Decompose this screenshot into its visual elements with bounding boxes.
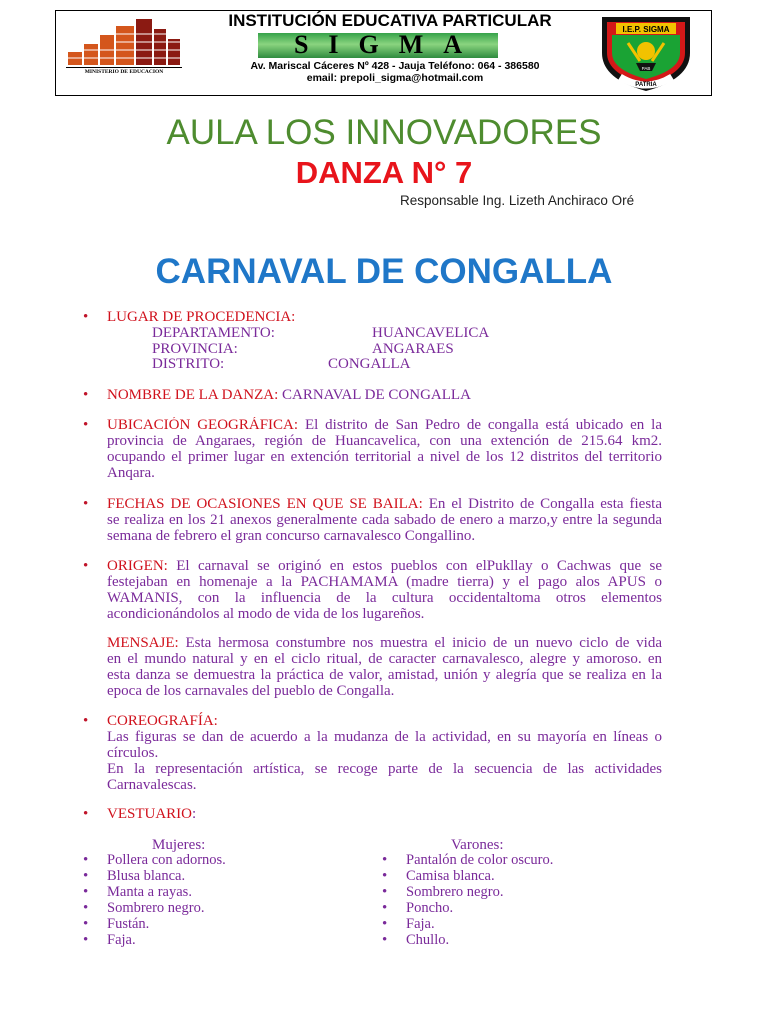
provincia-value: ANGARAES — [372, 341, 454, 357]
mensaje-paragraph — [107, 635, 662, 699]
nombre-label: NOMBRE DE LA DANZA: — [107, 387, 279, 403]
vestuario-heading — [107, 806, 196, 822]
list-item: • Faja. — [382, 916, 435, 932]
school-crest-icon — [598, 13, 694, 93]
ubicacion-paragraph — [107, 417, 662, 481]
mujeres-heading: Mujeres: — [152, 837, 206, 853]
origen-text: El carnaval se originó en estos pueblos con elPukllay o Cachwas que se — [167, 558, 662, 574]
svg-text:I.E.P. SIGMA: I.E.P. SIGMA — [622, 25, 670, 34]
responsible-person: Responsable Ing. Lizeth Anchiraco Oré — [400, 193, 635, 208]
dance-title: CARNAVAL DE CONGALLA — [155, 252, 613, 291]
list-item: • Fustán. — [83, 916, 150, 932]
list-item: • Chullo. — [382, 932, 450, 948]
list-item: • Blusa blanca. — [83, 868, 186, 884]
list-item: • Pantalón de color oscuro. — [382, 852, 554, 868]
fechas-line: se realiza en los 21 anexos generalmente cada sabado de enero a marzo,y entre la segunda — [107, 512, 662, 528]
ubicacion-line: ocupando el primer lugar en extención territorial a nivel de los 12 distritos del territorio — [107, 449, 662, 465]
origen-paragraph — [107, 558, 662, 622]
institution-address: Av. Mariscal Cáceres Nº 428 - Jauja Teléfono: 064 - 386580 — [250, 60, 540, 72]
coreografia-line: En la representación artística, se recoge parte de la secuencia de las actividades — [107, 761, 662, 777]
svg-text:PATRIA: PATRIA — [635, 82, 657, 88]
mensaje-line — [107, 635, 662, 651]
fechas-label: FECHAS DE OCASIONES EN QUE SE BAILA: — [107, 496, 423, 512]
origen-line: festejaban en homenaje a la PACHAMAMA (madre tierra) y el pago alos APUS o — [107, 574, 662, 590]
mensaje-line: esta danza se demuestra la práctica de valor, amistad, unión y alegría que se realiza en la — [107, 667, 662, 683]
coreografia-paragraph — [107, 729, 662, 793]
fechas-text: En el Distrito de Congalla esta fiesta — [422, 496, 662, 512]
ubicacion-line: provincia de Angaraes, región de Huancavelica, con una extención de 215.64 km2. — [107, 433, 662, 449]
ubicacion-label: UBICACIÓN GEOGRÁFICA: — [107, 417, 299, 433]
coreografia-line: Las figuras se dan de acuerdo a la mudanza de la actividad, en su mayoría en líneas o — [107, 729, 662, 745]
origen-line: acondicionándolos al modo de vida de los lugareños. — [107, 606, 425, 622]
bullet-icon: • — [83, 496, 89, 512]
fechas-line — [107, 496, 662, 512]
ubicacion-line — [107, 417, 662, 433]
bullet-icon: • — [83, 806, 89, 822]
bullet-icon: • — [83, 309, 89, 325]
fechas-line: semana de febrero el gran concurso carnavalesco Congallino. — [107, 528, 476, 544]
distrito-label: DISTRITO: — [152, 356, 225, 372]
origen-line — [107, 558, 662, 574]
list-item: • Faja. — [83, 932, 136, 948]
procedencia-heading: LUGAR DE PROCEDENCIA: — [107, 309, 296, 325]
list-item: • Poncho. — [382, 900, 454, 916]
mensaje-label: MENSAJE: — [107, 635, 179, 651]
origen-line: WAMANIS, con la influencia de la cultura occidentaltoma otros elementos — [107, 590, 662, 606]
dance-number-title: DANZA N° 7 — [295, 155, 473, 190]
coreografia-label: COREOGRAFÍA: — [107, 713, 218, 729]
list-item: • Camisa blanca. — [382, 868, 495, 884]
list-item: • Pollera con adornos. — [83, 852, 226, 868]
bullet-icon: • — [83, 558, 89, 574]
svg-text:PAB: PAB — [641, 66, 651, 71]
bullet-icon: • — [83, 417, 89, 433]
list-item: • Sombrero negro. — [83, 900, 205, 916]
vestuario-colon: : — [192, 806, 197, 822]
departamento-value: HUANCAVELICA — [372, 325, 490, 341]
distrito-value: CONGALLA — [328, 356, 411, 372]
list-item: • Sombrero negro. — [382, 884, 504, 900]
vestuario-label: VESTUARIO — [107, 806, 192, 822]
classroom-title: AULA LOS INNOVADORES — [166, 113, 602, 152]
institution-name: INSTITUCIÓN EDUCATIVA PARTICULAR — [228, 11, 552, 30]
departamento-label: DEPARTAMENTO: — [152, 325, 275, 341]
fechas-paragraph — [107, 496, 662, 544]
bullet-icon: • — [83, 387, 89, 403]
ministry-caption: MINISTERIO DE EDUCACION — [66, 67, 182, 75]
mensaje-line: en el mundo natural y en el ciclo ritual, de caracter carnavalesco, alegre y amoroso. en — [107, 651, 662, 667]
coreografia-line: círculos. — [107, 745, 159, 761]
brand-name: SIGMA — [293, 30, 483, 59]
coreografia-line: Carnavalescas. — [107, 777, 197, 793]
bullet-icon: • — [83, 713, 89, 729]
list-item: • Manta a rayas. — [83, 884, 192, 900]
varones-heading: Varones: — [451, 837, 504, 853]
provincia-label: PROVINCIA: — [152, 341, 238, 357]
mujeres-list — [83, 852, 226, 948]
varones-list — [382, 852, 553, 948]
ubicacion-text: El distrito de San Pedro de congalla está ubicado en la — [298, 417, 662, 433]
nombre-value: CARNAVAL DE CONGALLA — [278, 387, 471, 403]
nombre-line — [107, 387, 471, 403]
institution-email: email: prepoli_sigma@hotmail.com — [306, 72, 484, 84]
origen-label: ORIGEN: — [107, 558, 168, 574]
mensaje-line: epoca de los carnavales del pueblo de Congalla. — [107, 683, 395, 699]
mensaje-text: Esta hermosa constumbre nos muestra el inicio de un nuevo ciclo de vida — [178, 635, 662, 651]
ubicacion-line: Anqara. — [107, 465, 155, 481]
